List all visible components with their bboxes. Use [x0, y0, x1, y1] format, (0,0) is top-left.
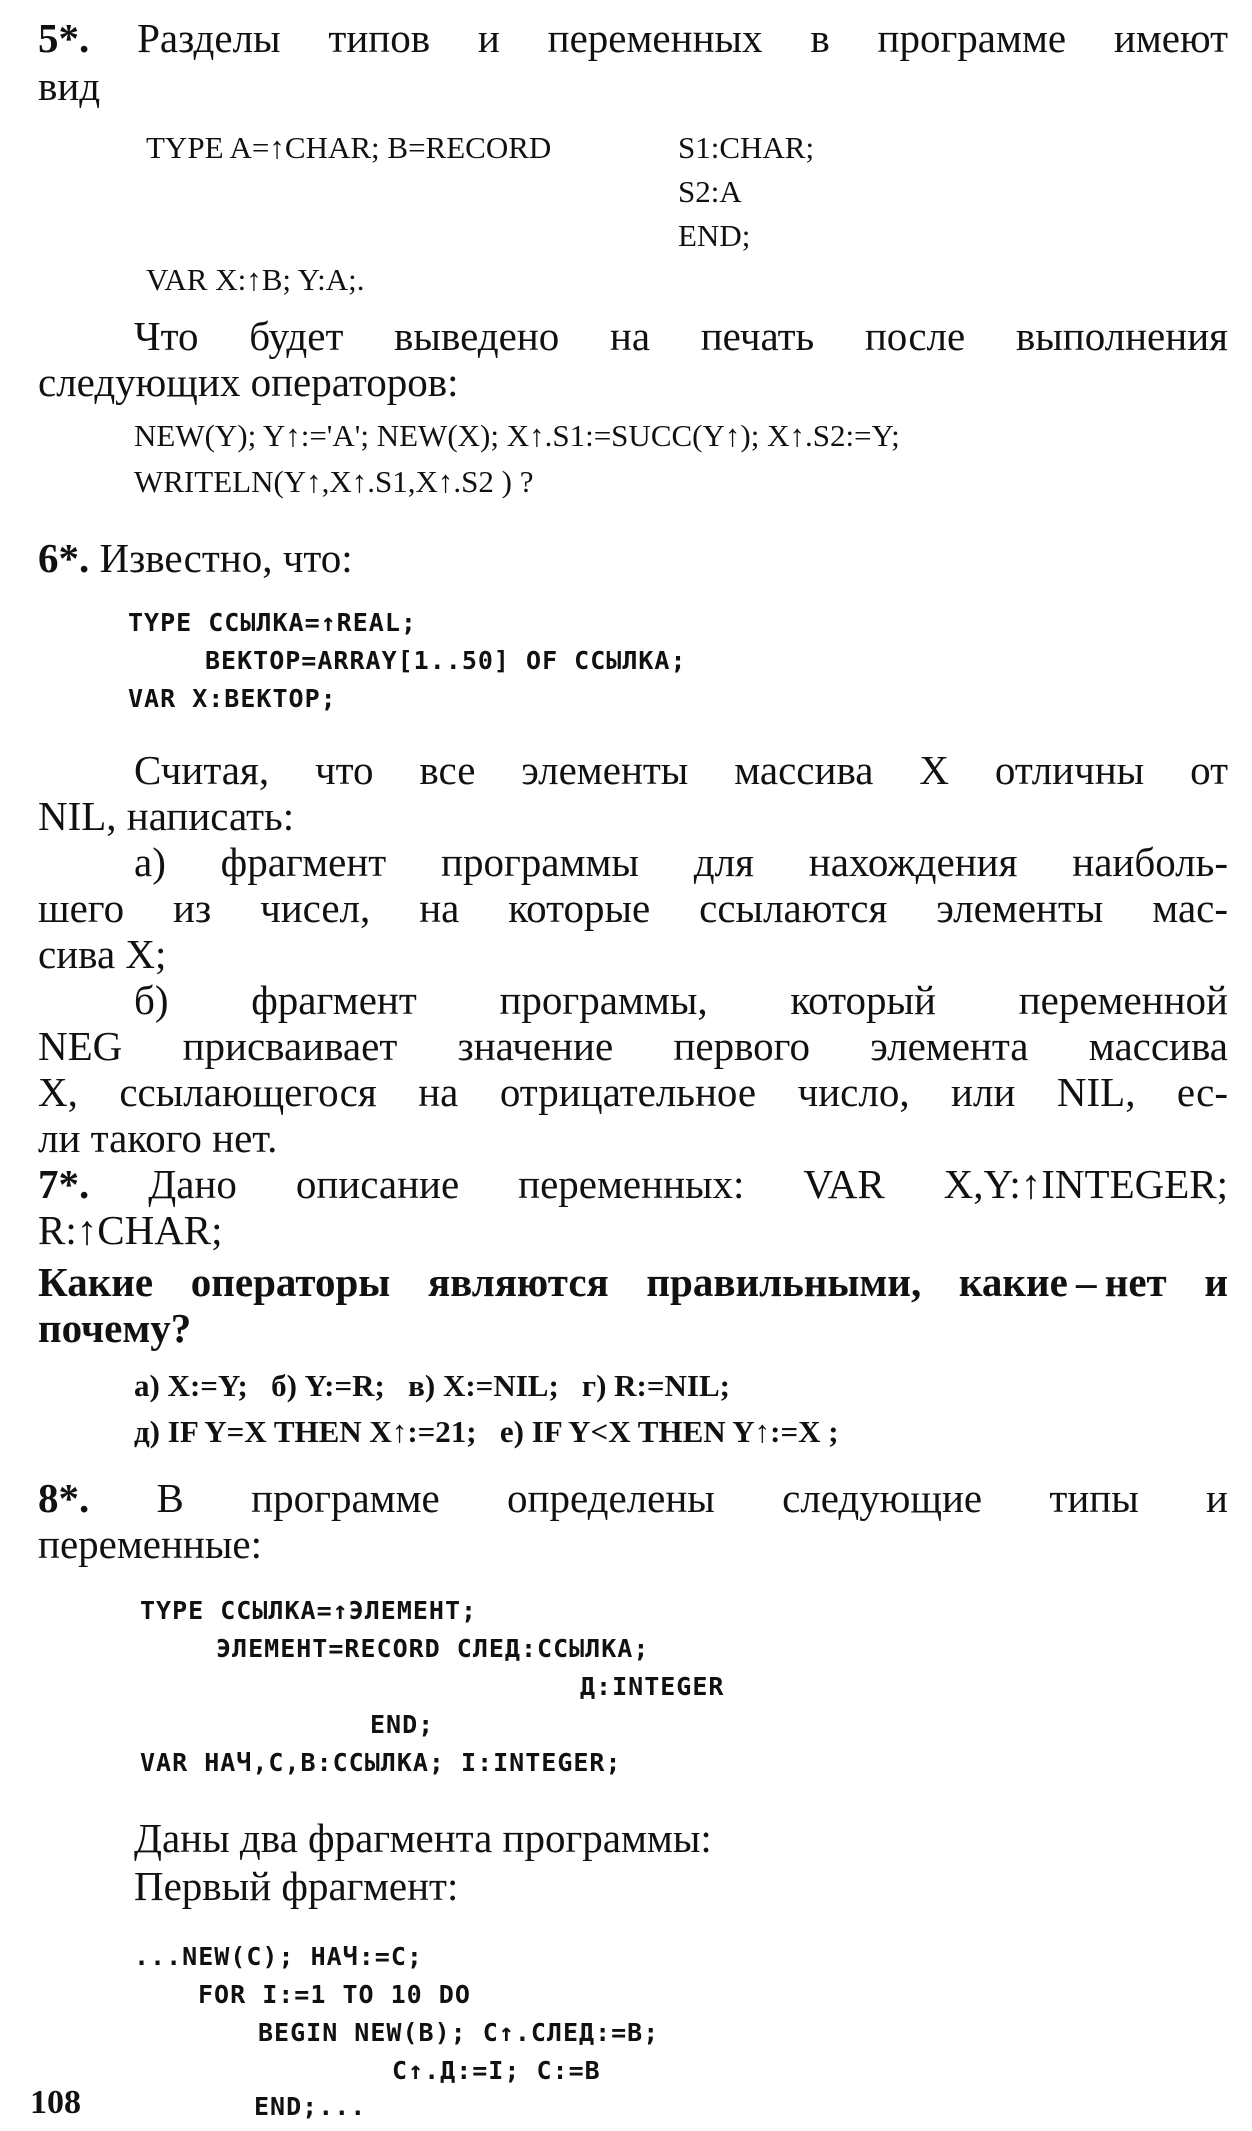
- problem6-a-line2: шего из чисел, на которые ссылаются элементы мас-: [38, 885, 1228, 931]
- problem8-fragment-line5: END;...: [254, 2092, 367, 2121]
- problem6-a-line3: сива X;: [38, 931, 167, 977]
- problem7-line1: [38, 1161, 1229, 1207]
- problem6-intro-line: [38, 535, 353, 581]
- problem7-line2: R:↑CHAR;: [38, 1207, 223, 1253]
- problem7-line1-text: Дано описание переменных: VAR X,Y:↑INTEGER;: [148, 1161, 1229, 1207]
- problem5-intro-line1: [38, 15, 1229, 61]
- problem5-intro-line2: вид: [38, 63, 101, 109]
- problem8-text-line1: Даны два фрагмента программы:: [134, 1815, 712, 1861]
- problem5-intro-text: Разделы типов и переменных в программе имеют: [137, 15, 1229, 61]
- problem5-number: 5*.: [38, 15, 90, 61]
- problem6-b-line4: ли такого нет.: [38, 1115, 278, 1161]
- problem6-text-line2: NIL, написать:: [38, 793, 295, 839]
- problem5-code-s1: S1:CHAR;: [678, 130, 815, 165]
- problem8-code-end: END;: [370, 1710, 435, 1739]
- problem7-line4: почему?: [38, 1305, 192, 1351]
- problem6-b-line1: б) фрагмент программы, который переменной: [134, 977, 1228, 1023]
- problem6-text-line1: Считая, что все элементы массива X отличны от: [134, 747, 1228, 793]
- problem8-fragment-line3: BEGIN NEW(B); C↑.СЛЕД:=B;: [258, 2018, 660, 2047]
- problem5-code-end: END;: [678, 218, 751, 253]
- problem5-question-line1: Что будет выведено на печать после выполнения: [134, 313, 1228, 359]
- problem6-b-line2: NEG присваивает значение первого элемента массива: [38, 1023, 1228, 1069]
- problem6-code-type: TYPE ССЫЛКА=↑REAL;: [128, 608, 417, 637]
- problem8-code-field: Д:INTEGER: [580, 1672, 725, 1701]
- problem6-b-line3: X, ссылающегося на отрицательное число, или NIL, ес-: [38, 1069, 1228, 1115]
- problem5-code-writeln: WRITELN(Y↑,X↑.S1,X↑.S2 ) ?: [134, 464, 534, 499]
- problem8-line1-text: В программе определены следующие типы и: [156, 1475, 1229, 1521]
- problem6-a-line1: а) фрагмент программы для нахождения наиболь-: [134, 839, 1228, 885]
- problem8-fragment-line4: C↑.Д:=I; C:=B: [392, 2056, 601, 2085]
- problem8-code-type: TYPE ССЫЛКА=↑ЭЛЕМЕНТ;: [140, 1596, 478, 1625]
- page-number: 108: [30, 2084, 81, 2121]
- problem6-code-vector: ВЕКТОР=ARRAY[1..50] OF ССЫЛКА;: [205, 646, 687, 675]
- problem6-code-var: VAR X:ВЕКТОР;: [128, 684, 337, 713]
- problem6-intro-text: Известно, что:: [99, 535, 353, 581]
- problem5-code-statements: NEW(Y); Y↑:='A'; NEW(X); X↑.S1:=SUCC(Y↑); X↑.S2:=Y;: [134, 418, 900, 453]
- problem7-number: 7*.: [38, 1161, 90, 1207]
- problem8-fragment-line2: FOR I:=1 TO 10 DO: [198, 1980, 471, 2009]
- problem7-options-line2: д) IF Y=X THEN X↑:=21; е) IF Y<X THEN Y↑:=X ;: [134, 1414, 839, 1449]
- problem8-fragment-line1: ...NEW(C); НАЧ:=C;: [134, 1942, 423, 1971]
- problem5-code-var: VAR X:↑B; Y:A;.: [146, 262, 365, 297]
- problem7-options-line1: а) X:=Y; б) Y:=R; в) X:=NIL; г) R:=NIL;: [134, 1368, 730, 1403]
- problem6-number: 6*.: [38, 535, 90, 581]
- problem5-code-s2: S2:A: [678, 174, 742, 209]
- problem5-question-line2: следующих операторов:: [38, 359, 459, 405]
- problem8-code-var: VAR НАЧ,C,B:ССЫЛКА; I:INTEGER;: [140, 1748, 622, 1777]
- problem8-code-record: ЭЛЕМЕНТ=RECORD СЛЕД:ССЫЛКА;: [216, 1634, 650, 1663]
- problem5-code-type: TYPE A=↑CHAR; B=RECORD: [146, 130, 552, 165]
- problem8-line1: [38, 1475, 1229, 1521]
- problem8-number: 8*.: [38, 1475, 90, 1521]
- problem7-line3: Какие операторы являются правильными, какие – нет и: [38, 1259, 1228, 1305]
- problem8-line2: переменные:: [38, 1521, 262, 1567]
- problem8-text-line2: Первый фрагмент:: [134, 1863, 459, 1909]
